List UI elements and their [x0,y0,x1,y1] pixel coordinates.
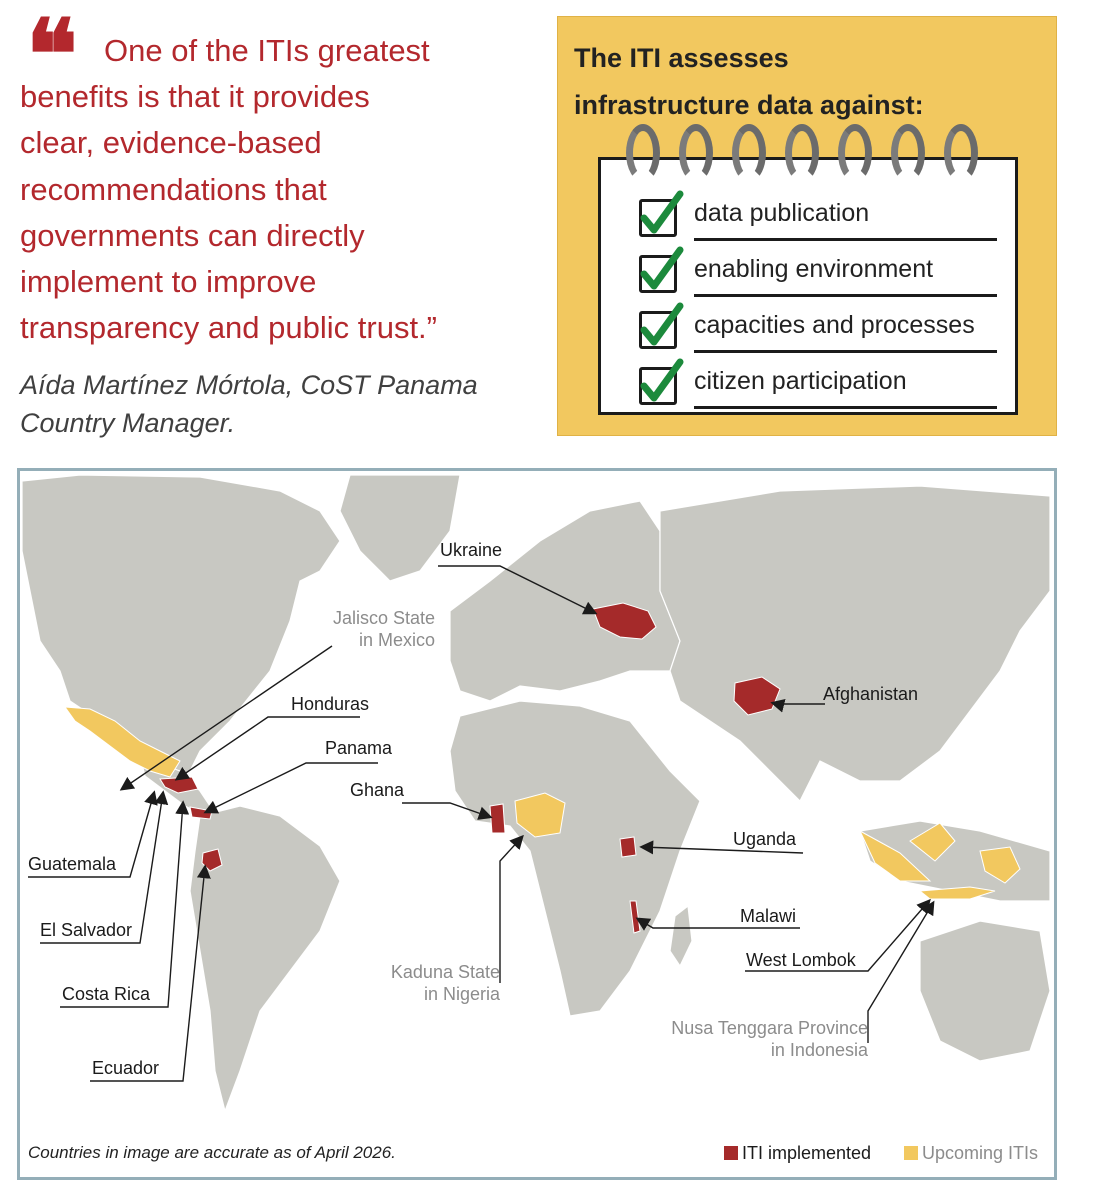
label-ukraine: Ukraine [440,540,503,560]
checkmark-icon [638,244,686,292]
leader-line [60,803,183,1007]
quote-text [20,28,530,351]
checklist-item [639,252,989,300]
panel-title [574,35,924,129]
checkbox [639,255,677,293]
europe [450,501,680,701]
label-nusa-tenggara [640,1017,868,1061]
uganda-region [620,837,636,857]
legend-swatch-implemented [724,1146,738,1160]
checkmark-icon [638,300,686,348]
attribution-line: Aída Martínez Mórtola, CoST Panama [20,370,478,400]
leader-line [500,837,522,983]
greenland [340,475,460,581]
quote-line: One of the ITIs greatest [104,33,430,68]
label-west-lombok: West Lombok [746,950,856,970]
quote-line: recommendations that [20,171,327,207]
ghana-region [490,804,505,833]
quote-attribution [20,366,540,442]
label-guatemala: Guatemala [28,854,117,874]
legend-label-upcoming: Upcoming ITIs [922,1143,1039,1163]
quote-line: clear, evidence-based [20,125,322,161]
checklist-item [639,196,989,244]
checklist-label: data publication [694,199,870,227]
quote-line: implement to improve [20,264,317,300]
notepad [598,157,1018,415]
leader-line [90,867,205,1081]
checkbox [639,199,677,237]
quote-line: transparency and public trust.” [20,310,437,346]
attribution-line: Country Manager. [20,408,236,438]
label-honduras: Honduras [291,694,370,714]
world-map-graphic [20,471,1054,1177]
label-malawi: Malawi [740,906,797,926]
checkbox [639,311,677,349]
legend-upcoming [904,1143,1038,1164]
legend-label-implemented: ITI implemented [742,1143,872,1163]
label-ghana: Ghana [350,780,405,800]
map-footnote: Countries in image are accurate as of April 2026. [28,1143,396,1162]
label-panama: Panama [325,738,393,758]
madagascar [670,906,692,966]
north-america [22,475,340,781]
label-nusa-line1: Nusa Tenggara Province [671,1018,868,1038]
checklist-label: citizen participation [694,367,907,395]
spiral-ring [944,124,978,182]
checklist-label: enabling environment [694,255,934,283]
label-uganda: Uganda [733,829,797,849]
panel-title-line: infrastructure data against: [574,90,924,120]
label-kaduna [360,961,500,1005]
checklist-label: capacities and processes [694,311,975,339]
panel-title-line: The ITI assesses [574,43,789,73]
spiral-ring [679,124,713,182]
checkbox [639,367,677,405]
label-jalisco-line2: in Mexico [358,630,435,650]
australia [920,921,1050,1061]
checklist-item [639,308,989,356]
label-nusa-line2: in Indonesia [770,1040,868,1060]
label-kaduna-line1: Kaduna State [390,962,500,982]
label-ecuador: Ecuador [92,1058,160,1078]
spiral-ring [891,124,925,182]
world-map [17,468,1057,1180]
spiral-ring [626,124,660,182]
checklist-underline [694,406,997,409]
label-jalisco [320,607,435,651]
spiral-ring [785,124,819,182]
label-el-salvador: El Salvador [40,920,133,940]
checkmark-icon [638,188,686,236]
legend-swatch-upcoming [904,1146,918,1160]
checklist-underline [694,294,997,297]
checklist-item [639,364,989,412]
quote-line: governments can directly [20,217,365,253]
label-kaduna-line2: in Nigeria [423,984,500,1004]
checklist-underline [694,238,997,241]
quote-line: benefits is that it provides [20,79,370,115]
label-jalisco-line1: Jalisco State [332,608,435,628]
label-afghanistan: Afghanistan [823,684,919,704]
spiral-ring [732,124,766,182]
criteria-panel [557,16,1057,436]
asia [660,486,1050,801]
continents [22,475,1050,1111]
checklist-underline [694,350,997,353]
label-costa-rica: Costa Rica [62,984,151,1004]
legend-implemented [724,1143,871,1164]
quote-mark: ❝ [26,2,78,109]
checkmark-icon [638,356,686,404]
spiral-ring [838,124,872,182]
